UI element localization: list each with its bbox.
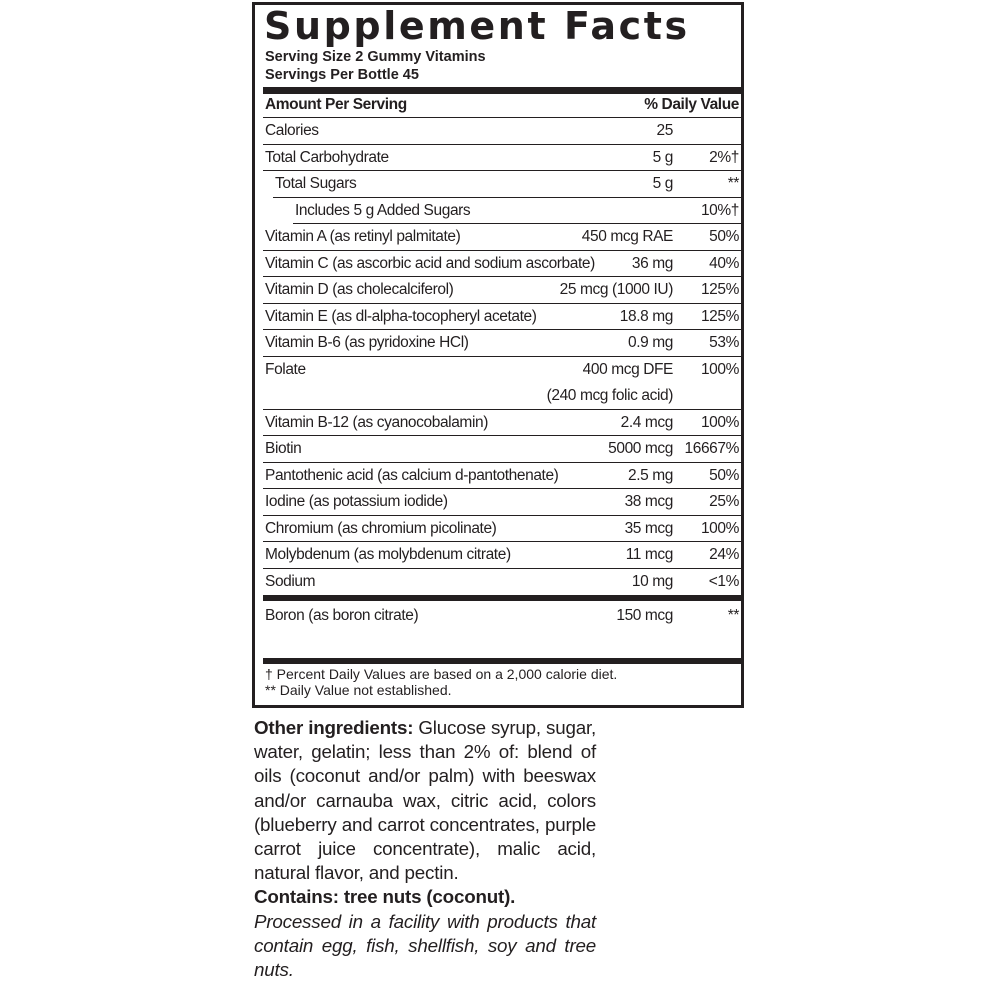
allergen-contains	[254, 885, 596, 909]
table-row	[263, 224, 741, 251]
table-row	[293, 198, 741, 225]
table-row	[263, 595, 741, 635]
nutrient-amount: 35 mcg	[624, 519, 673, 537]
panel-title: Supplement Facts	[264, 4, 690, 48]
nutrient-amount: 400 mcg DFE	[582, 360, 673, 378]
serving-size: Serving Size 2 Gummy Vitamins	[265, 49, 486, 65]
nutrient-dv: 40%	[709, 254, 739, 272]
nutrient-name: Vitamin E (as dl-alpha-tocopheryl acetate)	[265, 307, 537, 325]
nutrient-amount: 25	[656, 122, 673, 139]
nutrient-name: Folate	[265, 360, 306, 378]
table-row	[263, 463, 741, 490]
nutrient-dv: <1%	[708, 572, 739, 590]
footnotes	[265, 666, 617, 698]
nutrient-amount: 18.8 mg	[619, 307, 673, 325]
nutrient-amount: 5 g	[652, 175, 673, 192]
nutrient-amount: 450 mcg RAE	[581, 228, 673, 245]
nutrient-name: Pantothenic acid (as calcium d-pantothenate)	[265, 466, 559, 484]
nutrient-name: Includes 5 g Added Sugars	[295, 201, 471, 219]
nutrient-dv: **	[727, 607, 739, 624]
nutrient-dv: 100%	[700, 519, 739, 537]
table-header	[263, 94, 741, 118]
nutrient-dv: 25%	[709, 493, 739, 510]
nutrient-name: Vitamin C (as ascorbic acid and sodium ascorbate)	[265, 254, 595, 272]
nutrient-amount: 36 mg	[631, 254, 673, 272]
contains-text: tree nuts (coconut).	[343, 886, 516, 908]
footnote-not-established: ** Daily Value not established.	[265, 682, 452, 698]
nutrient-amount: 25 mcg (1000 IU)	[559, 281, 673, 298]
nutrient-dv: 24%	[709, 546, 739, 563]
table-row	[263, 489, 741, 516]
nutrient-dv: 50%	[709, 228, 739, 245]
nutrient-amount: 38 mcg	[624, 493, 673, 510]
facility-warning	[254, 910, 596, 983]
nutrient-dv: 2%†	[709, 148, 739, 166]
nutrient-dv: 100%	[700, 360, 739, 378]
nutrient-amount: 11 mcg	[625, 546, 673, 563]
table-row	[263, 330, 741, 357]
nutrient-amount-detail: (240 mcg folic acid)	[546, 386, 673, 404]
nutrient-name: Boron (as boron citrate)	[265, 607, 419, 624]
table-row	[263, 436, 741, 463]
nutrient-name: Biotin	[265, 440, 302, 457]
nutrient-amount: 2.4 mcg	[620, 413, 673, 431]
nutrient-table	[263, 94, 741, 635]
nutrient-amount: 10 mg	[631, 572, 673, 590]
nutrient-amount: 0.9 mg	[628, 334, 673, 351]
nutrient-amount: 5000 mcg	[608, 440, 673, 457]
table-row	[263, 118, 741, 145]
table-row	[263, 304, 741, 331]
nutrient-dv: 50%	[709, 466, 739, 484]
nutrient-dv: 125%	[700, 307, 739, 325]
supplement-facts-panel	[252, 2, 744, 708]
nutrient-amount: 2.5 mg	[628, 466, 673, 484]
nutrient-dv: 125%	[700, 281, 739, 298]
table-row	[263, 277, 741, 304]
nutrient-name: Iodine (as potassium iodide)	[265, 493, 448, 510]
table-row	[263, 569, 741, 596]
header-amount-per-serving: Amount Per Serving	[265, 96, 407, 113]
contains-label: Contains:	[254, 886, 339, 908]
nutrient-name: Molybdenum (as molybdenum citrate)	[265, 546, 511, 563]
nutrient-name: Vitamin B-12 (as cyanocobalamin)	[265, 413, 488, 431]
table-row	[263, 145, 741, 172]
nutrient-name: Chromium (as chromium picolinate)	[265, 519, 497, 537]
table-row	[263, 516, 741, 543]
nutrient-name: Vitamin B-6 (as pyridoxine HCl)	[265, 334, 469, 351]
ingredients-block	[254, 716, 596, 982]
nutrient-name: Calories	[265, 122, 319, 139]
nutrient-name: Vitamin D (as cholecalciferol)	[265, 281, 454, 298]
servings-per-bottle: Servings Per Bottle 45	[265, 67, 419, 83]
nutrient-dv: 16667%	[684, 440, 739, 457]
table-row	[263, 410, 741, 437]
nutrient-dv: **	[727, 175, 739, 192]
nutrient-name: Total Sugars	[275, 175, 357, 192]
table-row	[263, 251, 741, 278]
table-row	[263, 542, 741, 569]
other-ingredients-text: Glucose syrup, sugar, water, gelatin; less than 2% of: blend of oils (coconut and/or palm) with beeswax and/or carnauba wax, citric acid, colors (blueberry and carrot concentrates, purple carrot juice concentrate), malic acid, natural flavor, and pectin.	[254, 717, 596, 884]
nutrient-name: Vitamin A (as retinyl palmitate)	[265, 228, 461, 245]
footnote-daily-values: † Percent Daily Values are based on a 2,000 calorie diet.	[265, 666, 618, 682]
nutrient-name: Sodium	[265, 572, 316, 590]
thick-divider-bottom	[263, 658, 741, 664]
nutrient-dv: 10%†	[700, 201, 739, 219]
nutrient-dv: 100%	[700, 413, 739, 431]
facility-text: Processed in a facility with products that contain egg, fish, shellfish, soy and tree nuts.	[254, 910, 596, 981]
table-row	[273, 171, 741, 198]
header-daily-value: % Daily Value	[644, 96, 739, 113]
nutrient-amount: 5 g	[652, 148, 673, 166]
nutrient-name: Total Carbohydrate	[265, 148, 389, 166]
other-ingredients	[254, 716, 596, 885]
other-ingredients-label: Other ingredients:	[254, 717, 414, 738]
nutrient-amount: 150 mcg	[616, 607, 673, 624]
thick-divider-top	[263, 87, 741, 94]
nutrient-dv: 53%	[709, 334, 739, 351]
table-row	[263, 357, 741, 410]
